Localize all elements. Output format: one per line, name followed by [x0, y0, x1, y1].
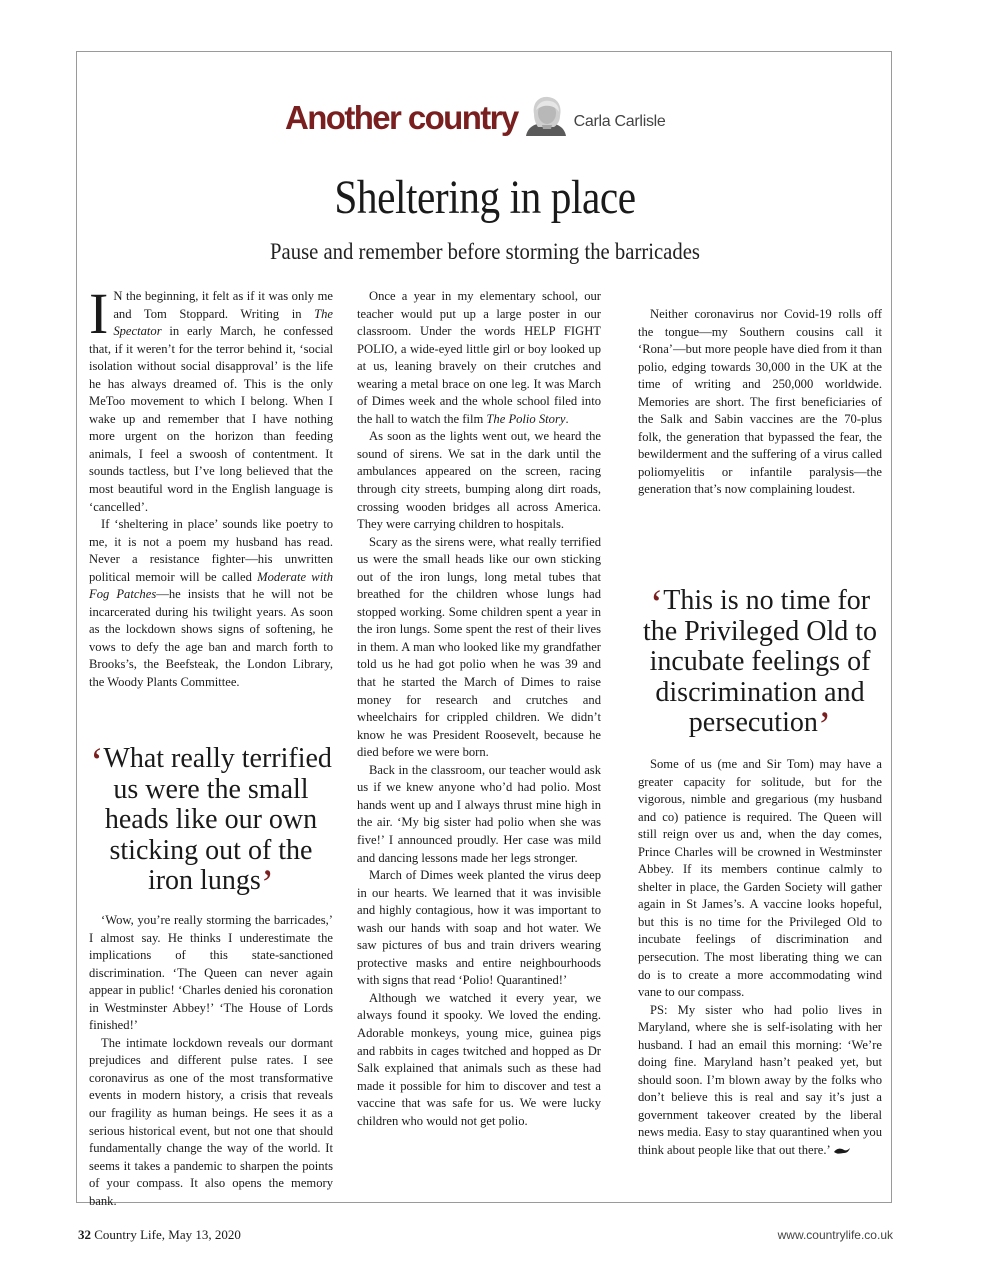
paragraph-10: Although we watched it every year, we always found it spooky. We loved the ending. Adorable monkeys, young mice, guinea pigs and rabbits in cages twitched and hopped as Dr Salk explained that animals such as these had made it possible for him to discover and test a vaccine that was safe for us. We were lucky children who would not get polio.	[357, 990, 601, 1128]
paragraph-1-end: in early March, he confessed that, if it weren’t for the terror behind it, ‘social isolation without social disapproval’ is the life he has always dreamed of. This is the only MeToo movement to which I belong. When I wake up and remember that I have nothing more urgent on the horizon than feeding animals, I feel a swoosh of contentment. It sounds tactless, but I’ve long believed that the most beautiful word in the English language is ‘cancelled’.	[89, 324, 333, 514]
column-header	[285, 94, 666, 136]
page-number: 32	[78, 1227, 91, 1242]
close-quote-icon: ’	[817, 703, 832, 748]
paragraph-8: Back in the classroom, our teacher would ask us if we knew anyone who’d had polio. Most hands went up and I always thrust mine high in the air. ‘My big sister had polio when she was five!’ I announced proudly. Her case was mild and dancing lessons made her legs stronger.	[357, 762, 601, 865]
paragraph-2	[89, 516, 333, 691]
open-quote-icon: ‘	[649, 581, 664, 626]
close-quote-icon: ’	[260, 861, 275, 906]
article-column-2	[357, 288, 601, 1130]
publication-date: Country Life, May 13, 2020	[94, 1227, 241, 1242]
article-column-3	[638, 306, 882, 499]
publication-title: The Spectator	[113, 306, 333, 339]
folio	[78, 1227, 241, 1243]
film-title: The Polio Story	[486, 411, 566, 426]
website-link[interactable]: www.countrylife.co.uk	[777, 1228, 893, 1242]
standfirst: Pause and remember before storming the barricades	[270, 239, 700, 264]
paragraph-9: March of Dimes week planted the virus deep in our hearts. We learned that it was invisible and highly contagious, how it was important to wash our hands with soap and hot water. We saw pictures of bus and train drivers wearing protective masks and entire neighbourhoods with signs that read ‘Polio! Quarantined!’	[357, 868, 601, 988]
article-column-1	[89, 281, 333, 692]
paragraph-13-text: PS: My sister who had polio lives in Maryland, where she is self-isolating with her husband. I had an email this morning: ‘We’re doing fine. Maryland hasn’t peaked yet, but should soon. I’m blown away by the folks who don’t believe this is real and say it’s just a government takeover created by the liberal news media. Easy to stay quarantined when you think about people like that out there.’	[638, 1002, 882, 1158]
paragraph-7: Scary as the sirens were, what really terrified us were the small heads like our own sticking out of the iron lungs, long metal tubes that breathed for the children whose lungs had stopped working. Some children spent a year in the iron lungs. Some spent the rest of their lives in them. A man who looked like my grandfather told us he had got polio when he was 39 and that he started the March of Dimes to raise money for research and crutches and wheelchairs for crippled children. We didn’t know he was President Roosevelt, because he died before we were born.	[357, 534, 601, 760]
paragraph-3: ‘Wow, you’re really storming the barricades,’ I almost say. He thinks I underestimate the implications of this state-sanctioned discrimination. ‘The Queen can never again appear in public! ‘Charles denied his coronation in Westminster Abbey!’ ‘The House of Lords finished!’	[89, 913, 333, 1033]
pullquote-1	[89, 739, 333, 906]
article-column-3-lower	[638, 756, 882, 1160]
paragraph-12: Some of us (me and Sir Tom) may have a greater capacity for solitude, but for the vigorous, nimble and gregarious (my husband and co) patience is required. The Queen will still reign over us and, when the day comes, Prince Charles will be crowned in Westminster Abbey. If its members continue calmly to shelter in place, the Garden Society will gather again in St James’s. A vaccine looks hopeful, but this is no time for the Privileged Old to incubate feelings of discrimination and persecution. The most liberating thing we can do is to create a more accommodating wind vane to our compass.	[638, 757, 882, 1000]
paragraph-5-end: .	[565, 411, 569, 426]
column-title: Another country	[285, 99, 518, 136]
pullquote-2-text: This is no time for the Privileged Old to incubate feelings of discrimination and persecution	[642, 585, 878, 738]
memoir-title: Moderate with Fog Patches	[89, 569, 333, 602]
paragraph-1-text: N the beginning, it felt as if it was only me and Tom Stoppard. Writing in	[113, 289, 333, 321]
paragraph-6: As soon as the lights went out, we heard the sound of sirens. We sat in the dark until the ambulances appeared on the screen, racing through city streets, bumping along dirt roads, crossing wooden bridges all across America. They were carrying children to hospitals.	[357, 429, 601, 532]
portrait-photo-icon	[520, 96, 572, 136]
byline: Carla Carlisle	[573, 113, 666, 130]
paragraph-13	[638, 1002, 882, 1160]
paragraph-11: Neither coronavirus nor Covid-19 rolls off the tongue—my Southern cousins call it ‘Rona’—but more people have died from it than polio, edging towards 30,000 in the UK at the time of writing and 250,000 worldwide. Memories are short. The first beneficiaries of the Salk and Sabin vaccines are the 70-plus folk, the generation that bypassed the fear, the bewilderment and the suffering of a virus called poliomyelitis or infantile paralysis—the generation that’s now complaining loudest.	[638, 307, 882, 497]
pullquote-2	[638, 581, 882, 748]
paragraph-5	[357, 288, 601, 428]
fox-end-mark-icon	[833, 1146, 851, 1156]
article-column-1-lower	[89, 912, 333, 1210]
headline: Sheltering in place	[334, 171, 636, 224]
paragraph-2-end: —he insists that he will not be incarcerated during his twilight years. As soon as the lockdown shows signs of softening, he vows to defy the age ban and march forth to Brooks’s, the Beefsteak, the London Library, the Woody Plants Committee.	[89, 587, 333, 690]
paragraph-5-text: Once a year in my elementary school, our teacher would put up a large poster in our classroom. Under the words HELP FIGHT POLIO, a wide-eyed little girl or boy looked up at us, leaning bravely on their crutches and wearing a metal brace on one leg. It was March of Dimes week and the whole school filed into the hall to watch the film	[357, 289, 601, 426]
open-quote-icon: ‘	[90, 739, 104, 784]
paragraph-2-text: If ‘sheltering in place’ sounds like poetry to me, it is not a poem my husband has read. Never a resistance fighter—his unwritten political memoir will be called	[89, 517, 333, 584]
paragraph-4: The intimate lockdown reveals our dormant prejudices and different pulse rates. I see coronavirus as one of the most transformative events in modern history, a crisis that reveals our fragility as human beings. He sees it as a serious historical event, but not one that should fundamentally change the way of the world. It seems it takes a pandemic to sharpen the points of your compass. It also opens the memory bank.	[89, 1035, 333, 1208]
pullquote-1-text: What really terrified us were the small heads like our own sticking out of the iron lungs	[103, 743, 332, 896]
paragraph-1	[89, 281, 333, 516]
drop-cap: I	[89, 281, 109, 346]
